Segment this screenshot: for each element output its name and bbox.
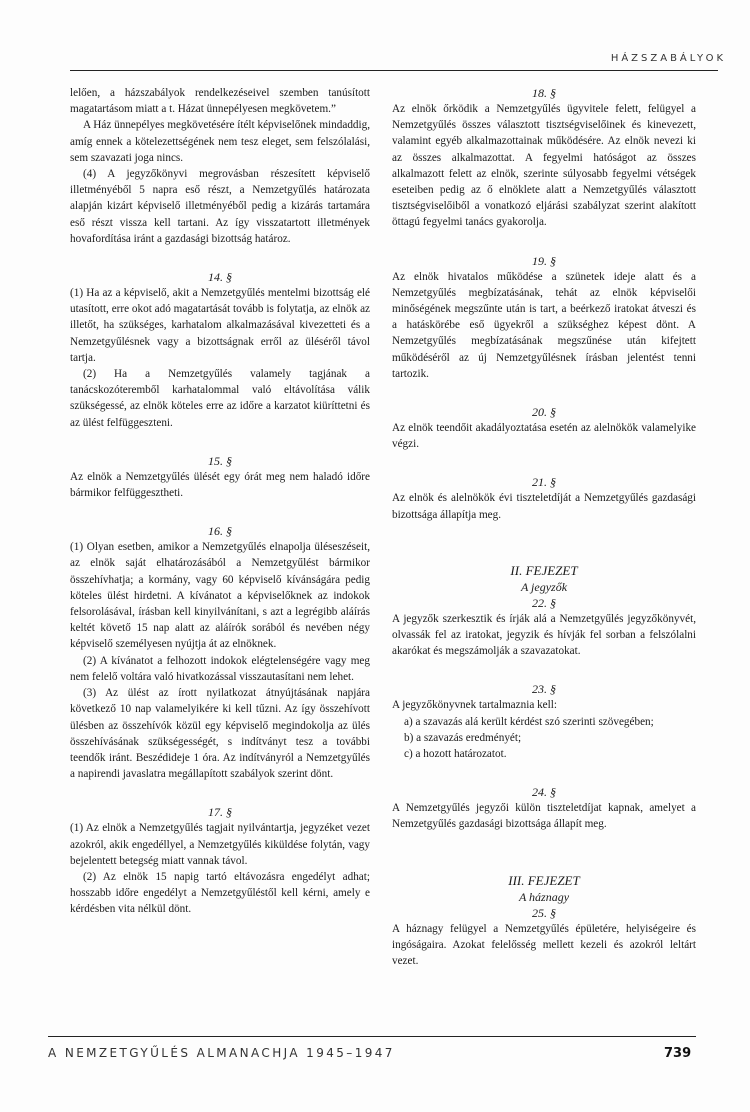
paragraph: (1) Ha az a képviselő, akit a Nemzetgyűlés mentelmi bizottság elé utasított, erre okot adó magatartását tovább is folytatja, az elnök az illetőt, ha szükséges, karhatalom alkalmazásával kivezetteti és a Nemzetgyűlésnek vagy a bizottságnak erről az üléséről távol tartja. <box>70 287 370 364</box>
section-title-24: 24. § <box>532 785 556 800</box>
list-item: c) a hozott határozatot. <box>404 748 507 761</box>
chapter-title-2: II. FEJEZET <box>510 562 578 578</box>
paragraph: (2) A kívánatot a felhozott indokok elégtelenségére vagy meg nem felelő voltára való hivatkozással visszautasítani nem lehet. <box>70 654 370 683</box>
footer-title: A NEMZETGYŰLÉS ALMANACHJA 1945–1947 <box>48 1046 395 1060</box>
running-head: HÁZSZABÁLYOK <box>610 53 726 64</box>
paragraph: (3) Az ülést az írott nyilatkozat átnyújtásának napjára következő 10 nap valamelyikére ki kell tűzni. Az így összehívott ülésben az összehívók közül egy képviselő megindokolja az ülés összehívásának szükségességét, s indítványt tesz a további teendők iránt. Beszédideje 1 óra. Az indítványról a Nemzetgyűlés a napirendi javaslatra megállapított szabályok szerint dönt. <box>70 687 370 781</box>
paragraph: Az elnök hivatalos működése a szünetek ideje alatt és a Nemzetgyűlés megbízatásának, tehát az elnök képviselői minőségének megszűnte után is tart, a beérkező iratokat átveszi és a hatáskörébe eső ügyekről a szükséghez képest dönt. A Nemzetgyűlés megbízatásának megszűnése után kifejtett működéséről az új Nemzetgyűlésnek írásban jelentést tenni tartozik. <box>392 270 696 380</box>
paragraph: (1) Olyan esetben, amikor a Nemzetgyűlés elnapolja üléseszéseit, az elnök saját elhatározásából a Nemzetgyűlést bármikor összehívhatja; a kormány, vagy 60 képviselő kívánságára pedig köteles ülést hirdetni. A kívánatot a képviselőknek az indokok felsorolásával, írásban kell kinyilvánítani, s azt a legrégibb aláírás keltét követő 15 nap alatt az aláírók sorából és nevében négy képviselő személyesen nyújtja át az elnöknek. <box>70 541 370 651</box>
section-title-16: 16. § <box>208 524 232 539</box>
bottom-rule <box>48 1036 696 1037</box>
section-title-23: 23. § <box>532 682 556 697</box>
paragraph: (4) A jegyzőkönyvi megrovásban részesített képviselő illetményéből 5 napra eső részt, a Nemzetgyűlés határozata alapján kizárt képviselő illetményéből pedig a kizárás tartamára eső részt vissza kell tartani. Az így visszatartott illetmények hovafordítása iránt a gazdasági bizottság határoz. <box>70 168 370 245</box>
section-title-19: 19. § <box>532 253 556 268</box>
section-title-20: 20. § <box>532 405 556 420</box>
paragraph: Az elnök a Nemzetgyűlés ülését egy órát meg nem haladó időre bármikor felfüggesztheti. <box>70 470 370 500</box>
paragraph: A Ház ünnepélyes megkövetésére ítélt képviselőnek mindaddig, amíg ennek a kötelezettségének nem tesz eleget, sem felszólalási, sem szavazati joga nincs. <box>70 119 370 164</box>
list-item: b) a szavazás eredményét; <box>404 731 522 744</box>
paragraph: lelően, a házszabályok rendelkezéseivel szemben tanúsított magatartásom miatt a t. Házat ünnepélyesen megkövetem.” <box>70 87 370 116</box>
section-title-21: 21. § <box>532 475 556 490</box>
paragraph: Az elnök és alelnökök évi tiszteletdíját a Nemzetgyűlés gazdasági bizottsága állapítja meg. <box>392 492 696 521</box>
section-title-15: 15. § <box>208 453 232 468</box>
paragraph: (1) Az elnök a Nemzetgyűlés tagjait nyilvántartja, jegyzéket vezet azokról, akik engedéllyel, a Nemzetgyűlés kiküldése folytán, vagy bejelentett betegség miatt vannak távol. <box>70 822 370 867</box>
paragraph: Az elnök őrködik a Nemzetgyűlés ügyvitele felett, felügyel a Nemzetgyűlés összes választott tisztségviselőinek és kinevezett, valamint egyéb alkalmazottainak működésére. Az elnök nevezi ki az összes alkalmazottat. A fegyelmi hatóságot az összes alkalmazott felett az elnök, szerinte súlyosabb fegyelmi vétségek eseteiben pedig az ő elnöklete alatt a Nemzetgyűlés választott tisztségviselőiből a vonatkozó eljárási szabályzat szerint alakított öttagú fegyelmi tanács gyakorolja. <box>392 103 696 229</box>
page-number: 739 <box>664 1046 692 1061</box>
right-column <box>392 85 696 969</box>
paragraph: A jegyzők szerkesztik és írják alá a Nemzetgyűlés jegyzőkönyvét, olvassák fel az iratokat, jegyzik és hívják fel sorban a felszólalni akarókat és megszámolják a szavazatokat. <box>392 612 696 658</box>
paragraph: A háznagy felügyel a Nemzetgyűlés épületére, helyiségeire és ingóságaira. Azokat felelősség mellett kezeli és azokról leltárt vezet. <box>392 922 696 968</box>
paragraph: (2) Az elnök 15 napig tartó eltávozásra engedélyt adhat; hosszabb időre engedélyt a Nemzetgyűléstől kell kérni, amely e kérdésben vita nélkül dönt. <box>70 870 370 916</box>
paragraph: (2) Ha a Nemzetgyűlés valamely tagjának a tanácskozóteremből karhatalommal való eltávolítása válik szükségessé, az elnök köteles erre az időre a karzatot kiüríttetni és az ülést felfüggeszteni. <box>70 368 370 429</box>
left-column <box>70 85 370 918</box>
chapter-subtitle-2: A jegyzők <box>520 579 568 594</box>
chapter-subtitle-3: A háznagy <box>518 889 570 904</box>
section-title-18: 18. § <box>532 86 556 100</box>
chapter-title-3: III. FEJEZET <box>508 872 580 888</box>
paragraph: A Nemzetgyűlés jegyzői külön tiszteletdíjat kapnak, amelyet a Nemzetgyűlés gazdasági bizottsága állapít meg. <box>392 802 696 831</box>
section-title-22: 22. § <box>532 595 556 610</box>
list-item: a) a szavazás alá került kérdést szó szerinti szövegében; <box>404 715 654 728</box>
top-rule <box>70 70 718 71</box>
section-title-14: 14. § <box>208 270 232 285</box>
section-title-25: 25. § <box>532 905 556 920</box>
paragraph: A jegyzőkönyvnek tartalmaznia kell: <box>392 699 557 712</box>
section-title-17: 17. § <box>208 805 232 820</box>
paragraph: Az elnök teendőit akadályoztatása esetén az alelnökök valamelyike végzi. <box>392 422 696 451</box>
